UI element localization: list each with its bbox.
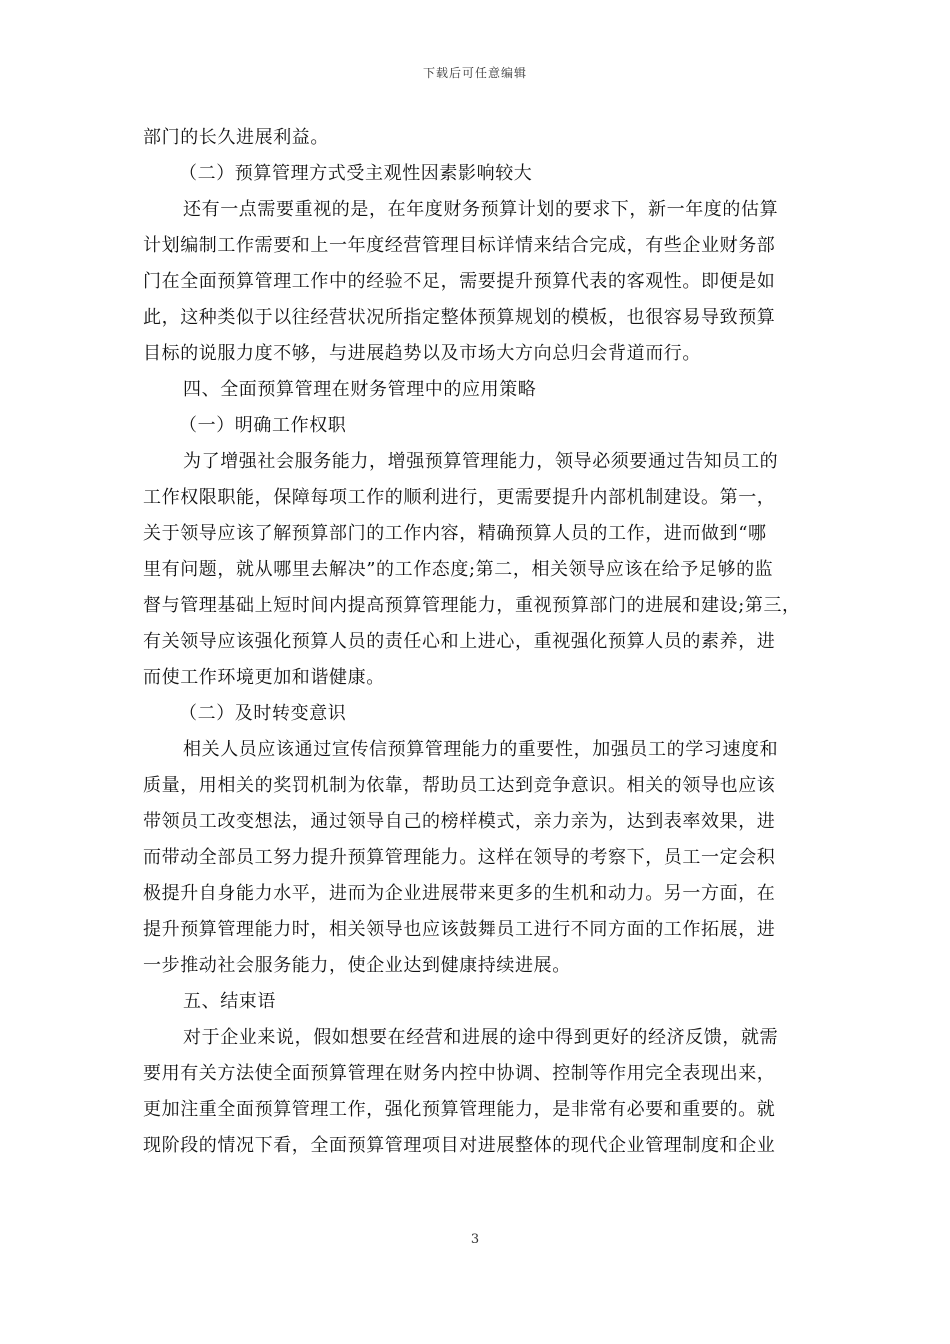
body-line: 计划编制工作需要和上一年度经营管理目标详情来结合完成，有些企业财务部	[143, 235, 776, 256]
body-line: 目标的说服力度不够，与进展趋势以及市场大方向总归会背道而行。	[143, 343, 701, 364]
body-line: 更加注重全面预算管理工作，强化预算管理能力，是非常有必要和重要的。就	[143, 1099, 776, 1120]
page-number: 3	[470, 1232, 480, 1247]
body-line: 督与管理基础上短时间内提高预算管理能力，重视预算部门的进展和建设;第三，	[143, 595, 801, 616]
subsection-heading: （一）明确工作权职	[179, 415, 347, 436]
body-line: 而使工作环境更加和谐健康。	[143, 667, 385, 688]
paragraph-first-line: 相关人员应该通过宣传信预算管理能力的重要性，加强员工的学习速度和	[183, 739, 779, 760]
body-line: 极提升自身能力水平，进而为企业进展带来更多的生机和动力。另一方面，在	[143, 883, 776, 904]
body-line: 此，这种类似于以往经营状况所指定整体预算规划的模板，也很容易导致预算	[143, 307, 776, 328]
paragraph-first-line: 对于企业来说，假如想要在经营和进展的途中得到更好的经济反馈，就需	[183, 1027, 779, 1048]
body-line: 里有问题，就从哪里去解决”的工作态度;第二，相关领导应该在给予足够的监	[143, 559, 774, 580]
body-line: 工作权限职能，保障每项工作的顺利进行，更需要提升内部机制建设。第一，	[143, 487, 776, 508]
body-line: 提升预算管理能力时，相关领导也应该鼓舞员工进行不同方面的工作拓展，进	[143, 919, 776, 940]
subsection-heading: （二）及时转变意识	[179, 703, 347, 724]
body-line: 部门的长久进展利益。	[143, 127, 329, 148]
subsection-heading: （二）预算管理方式受主观性因素影响较大	[179, 163, 533, 184]
body-line: 门在全面预算管理工作中的经验不足，需要提升预算代表的客观性。即便是如	[143, 271, 776, 292]
body-line: 现阶段的情况下看，全面预算管理项目对进展整体的现代企业管理制度和企业	[143, 1135, 776, 1156]
document-body	[143, 120, 818, 1164]
body-line: 质量，用相关的奖罚机制为依靠，帮助员工达到竞争意识。相关的领导也应该	[143, 775, 776, 796]
section-heading: 五、结束语	[183, 991, 276, 1012]
body-line: 带领员工改变想法，通过领导自己的榜样模式，亲力亲为，达到表率效果，进	[143, 811, 776, 832]
body-line: 要用有关方法使全面预算管理在财务内控中协调、控制等作用完全表现出来，	[143, 1063, 776, 1084]
body-line: 而带动全部员工努力提升预算管理能力。这样在领导的考察下，员工一定会积	[143, 847, 776, 868]
paragraph-first-line: 为了增强社会服务能力，增强预算管理能力，领导必须要通过告知员工的	[183, 451, 779, 472]
body-line: 关于领导应该了解预算部门的工作内容，精确预算人员的工作，进而做到“哪	[143, 523, 767, 544]
paragraph-first-line: 还有一点需要重视的是，在年度财务预算计划的要求下，新一年度的估算	[183, 199, 779, 220]
page-header-note: 下载后可任意编辑	[422, 66, 527, 80]
body-line: 一步推动社会服务能力，使企业达到健康持续进展。	[143, 955, 571, 976]
body-line: 有关领导应该强化预算人员的责任心和上进心，重视强化预算人员的素养，进	[143, 631, 776, 652]
section-heading: 四、全面预算管理在财务管理中的应用策略	[183, 379, 537, 400]
